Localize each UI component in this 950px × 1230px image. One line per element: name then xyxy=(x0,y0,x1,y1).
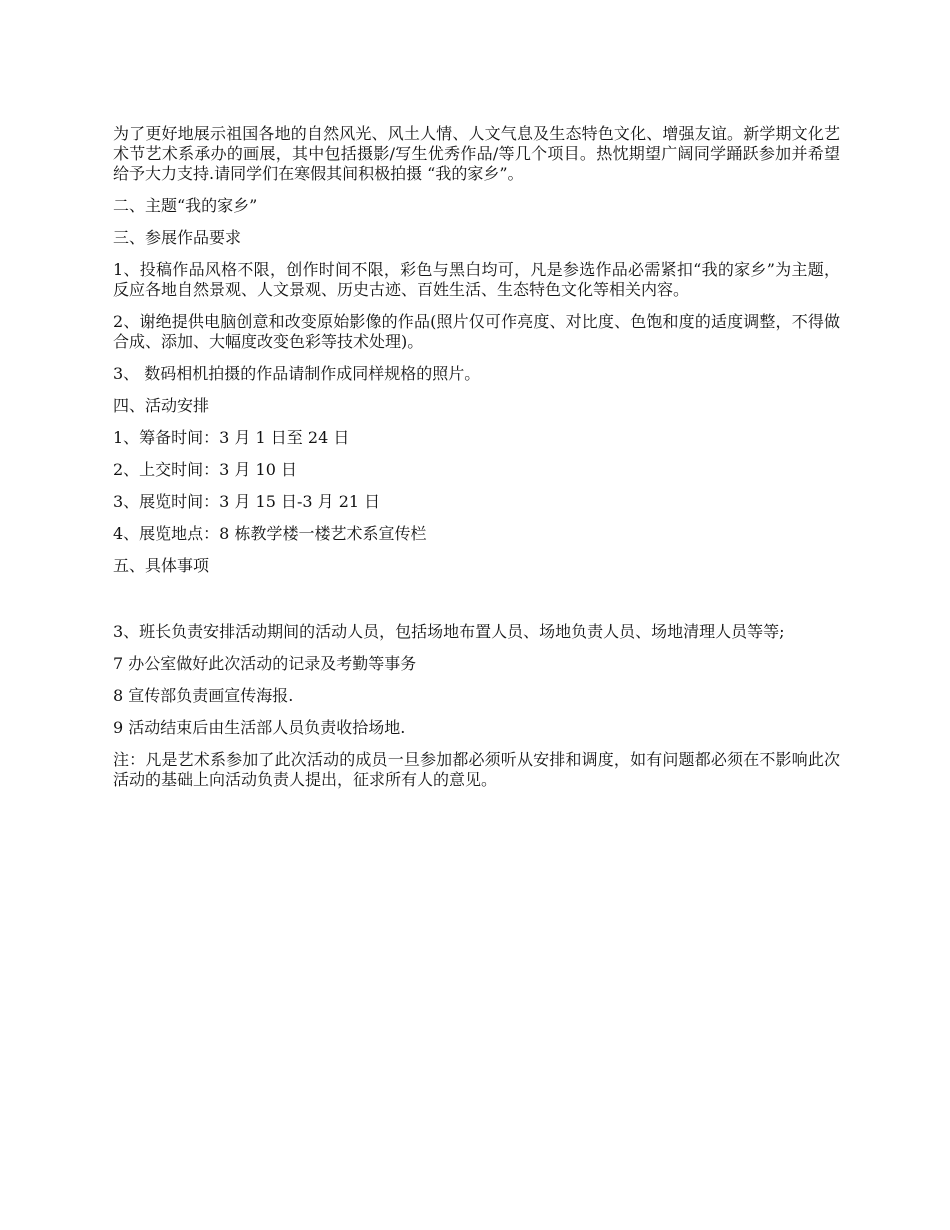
requirement-item: 2、谢绝提供电脑创意和改变原始影像的作品(照片仅可作亮度、对比度、色饱和度的适度调整，不得做合成、添加、大幅度改变色彩等技术处理)。 xyxy=(113,312,840,351)
schedule-heading: 四、活动安排 xyxy=(113,396,210,415)
matter-item: 8 宣传部负责画宣传海报. xyxy=(113,686,294,705)
schedule-item: 2、上交时间：3 月 10 日 xyxy=(113,460,297,479)
requirement-item: 3、 数码相机拍摄的作品请制作成同样规格的照片。 xyxy=(113,364,481,383)
matter-item: 3、班长负责安排活动期间的活动人员，包括场地布置人员、场地负责人员、场地清理人员等等; xyxy=(113,622,785,641)
blank-gap xyxy=(113,588,840,622)
matters-heading: 五、具体事项 xyxy=(113,556,210,575)
schedule-item: 4、展览地点：8 栋教学楼一楼艺术系宣传栏 xyxy=(113,524,427,543)
note-paragraph: 注：凡是艺术系参加了此次活动的成员一旦参加都必须听从安排和调度，如有问题都必须在不影响此次活动的基础上向活动负责人提出，征求所有人的意见。 xyxy=(113,750,840,789)
schedule-item: 1、筹备时间：3 月 1 日至 24 日 xyxy=(113,428,350,447)
matter-item: 7 办公室做好此次活动的记录及考勤等事务 xyxy=(113,654,417,673)
intro-paragraph: 为了更好地展示祖国各地的自然风光、风土人情、人文气息及生态特色文化、增强友谊。新学期文化艺术节艺术系承办的画展，其中包括摄影/写生优秀作品/等几个项目。热忱期望广阔同学踊跃参加并希望给予大力支持.请同学们在寒假其间积极拍摄 “我的家乡”。 xyxy=(113,124,840,183)
requirements-heading: 三、参展作品要求 xyxy=(113,228,242,247)
matter-item: 9 活动结束后由生活部人员负责收拾场地. xyxy=(113,718,406,737)
schedule-item: 3、展览时间：3 月 15 日-3 月 21 日 xyxy=(113,492,381,511)
document-body xyxy=(113,124,840,802)
theme-heading: 二、主题“我的家乡” xyxy=(113,196,258,215)
requirement-item: 1、投稿作品风格不限，创作时间不限，彩色与黑白均可，凡是参选作品必需紧扣“我的家乡”为主题，反应各地自然景观、人文景观、历史古迹、百姓生活、生态特色文化等相关内容。 xyxy=(113,260,840,299)
